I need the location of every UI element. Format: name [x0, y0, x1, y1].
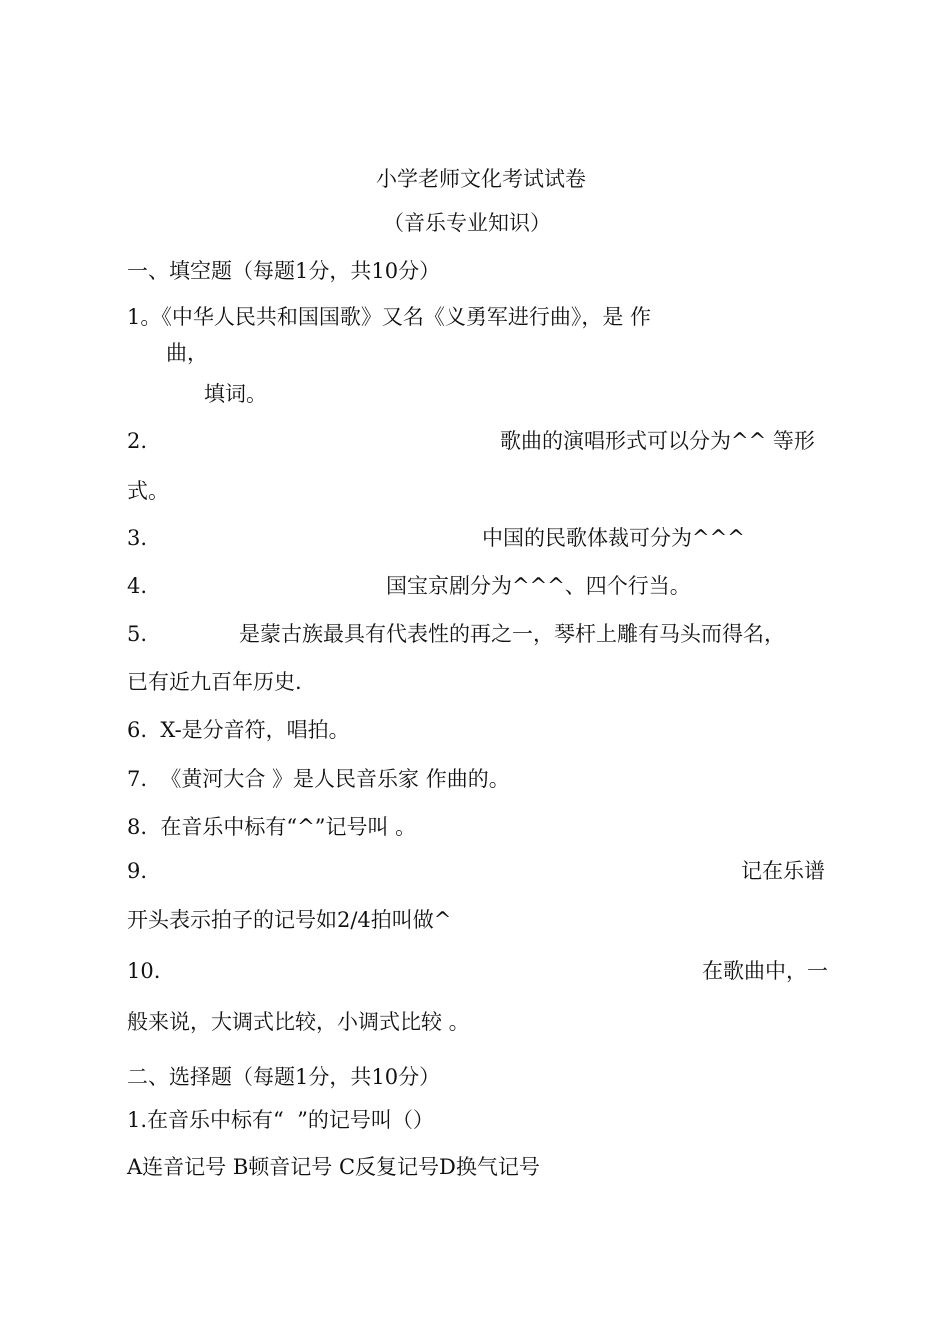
question-1-line3: 填词。: [204, 382, 267, 406]
question-1-line2: 曲，: [166, 341, 208, 365]
question-8: 8. 在音乐中标有“^”记号叫 。: [127, 815, 417, 839]
question-2-cont: 式。: [127, 479, 169, 503]
question-5-number: 5.: [127, 622, 148, 646]
question-5-text: 是蒙古族最具有代表性的再之一，琴杆上雕有马头而得名，: [239, 622, 785, 646]
question-9-text: 记在乐谱: [741, 859, 825, 883]
question-5-cont: 已有近九百年历史.: [127, 670, 302, 694]
question-10-cont: 般来说，大调式比较，小调式比较 。: [127, 1010, 470, 1034]
question-7: 7. 《黄河大合 》是人民音乐家 作曲的。: [127, 767, 510, 791]
exam-subtitle: （音乐专业知识）: [383, 211, 551, 235]
question-6: 6. X-是分音符，唱拍。: [127, 718, 350, 742]
question-10-text: 在歌曲中，一: [702, 959, 828, 983]
question-10-number: 10.: [127, 959, 161, 983]
section-heading-fill-blank: 一、填空题（每题1分，共10分）: [127, 259, 441, 283]
choice-question-1: 1.在音乐中标有“ ”的记号叫（）: [127, 1108, 434, 1132]
question-3-number: 3.: [127, 526, 148, 550]
question-4-text: 国宝京剧分为^^^、四个行当。: [386, 574, 691, 598]
question-9-number: 9.: [127, 859, 148, 883]
section-heading-choice: 二、选择题（每题1分，共10分）: [127, 1065, 441, 1089]
question-3-text: 中国的民歌体裁可分为^^^: [482, 526, 745, 550]
question-9-cont: 开头表示拍子的记号如2/4拍叫做^: [127, 908, 452, 932]
exam-title: 小学老师文化考试试卷: [376, 167, 586, 191]
question-2-text: 歌曲的演唱形式可以分为^^ 等形: [500, 429, 815, 453]
choice-question-1-options: A连音记号 B顿音记号 C反复记号D换气记号: [127, 1155, 540, 1179]
question-4-number: 4.: [127, 574, 148, 598]
question-1-line1: 1。《中华人民共和国国歌》又名《义勇军进行曲》，是 作: [127, 305, 652, 329]
question-2-number: 2.: [127, 429, 148, 453]
